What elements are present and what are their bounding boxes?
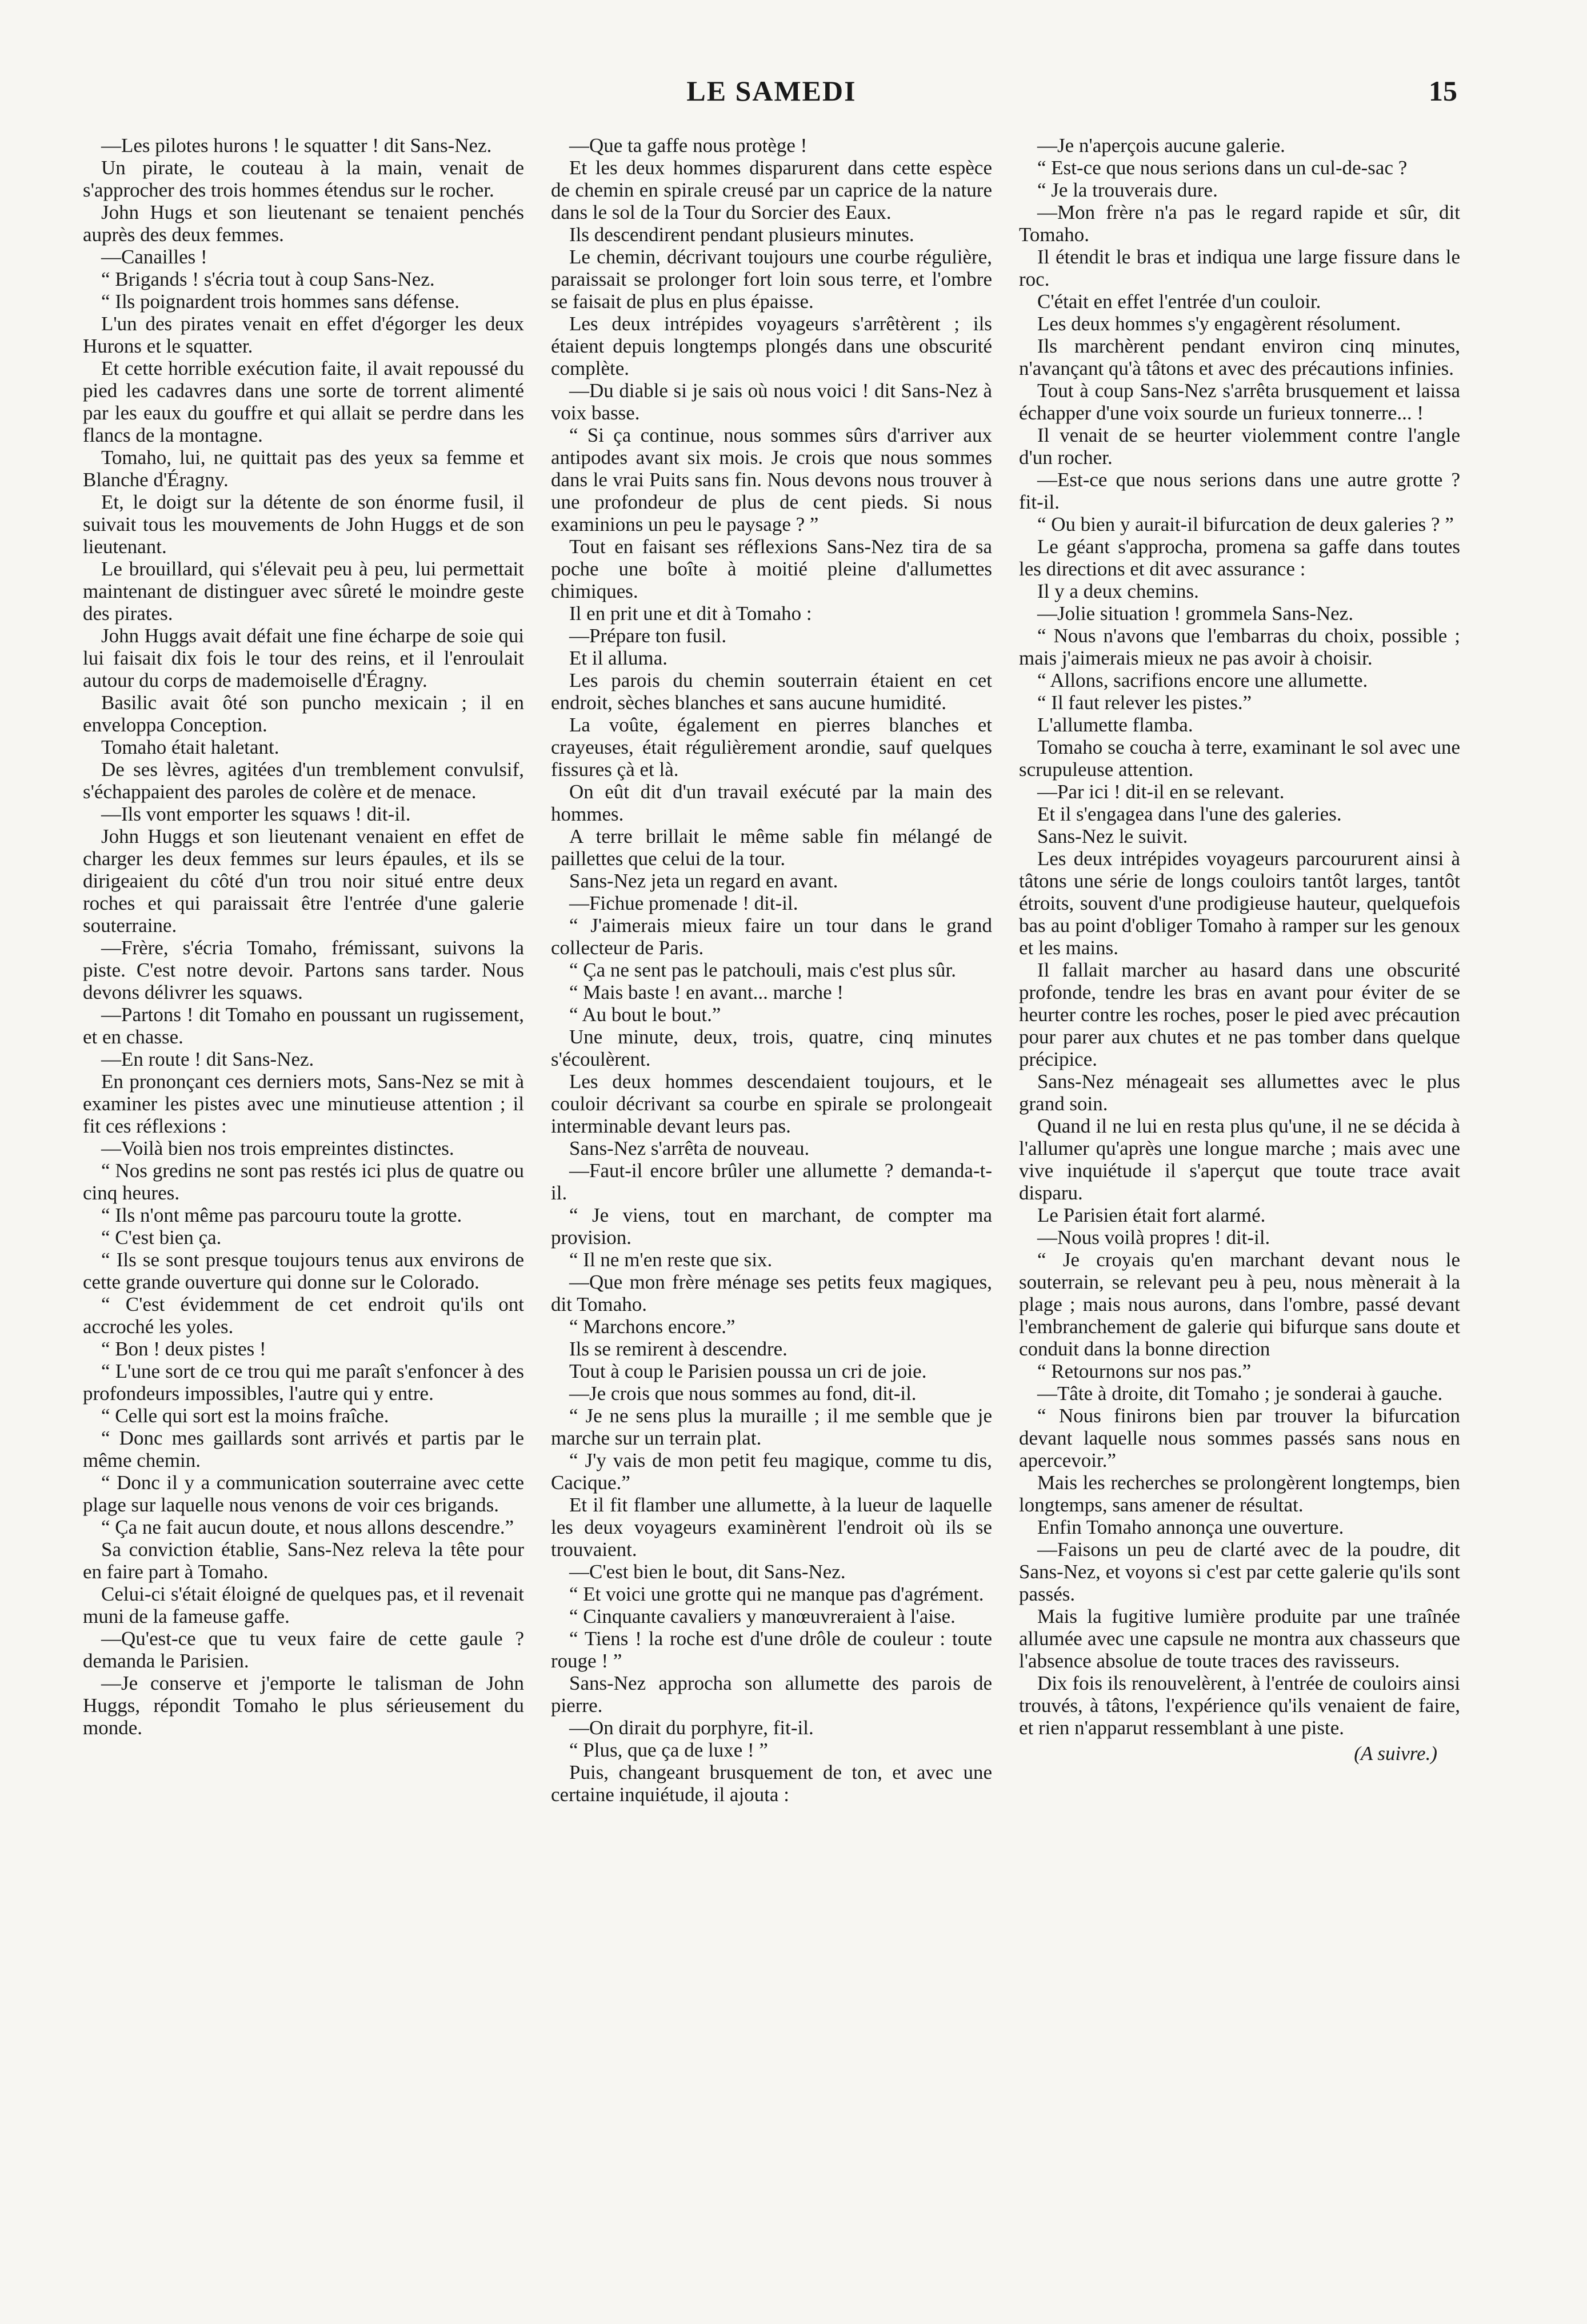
paragraph: “ Retournons sur nos pas.” (1037, 1360, 1252, 1382)
paragraph: Tout à coup le Parisien poussa un cri de joie. (569, 1360, 927, 1382)
paragraph: —Du diable si je sais où nous voici ! dit Sans-Nez à voix basse. (551, 379, 992, 424)
paragraph: Sans-Nez le suivit. (1037, 825, 1188, 847)
column-1 (83, 134, 524, 2294)
paragraph: Le Parisien était fort alarmé. (1037, 1204, 1266, 1226)
paragraph: “ Bon ! deux pistes ! (101, 1338, 266, 1360)
paragraph: Tout à coup Sans-Nez s'arrêta brusquement et laissa échapper d'une voix sourde un furieux tonnerre... ! (1019, 379, 1460, 424)
paragraph: Quand il ne lui en resta plus qu'une, il ne se décida à l'allumer qu'après une longue marche ; mais avec une vive inquiétude il s'aperçut que toute trace avait disparu. (1019, 1115, 1460, 1204)
paragraph: “ Plus, que ça de luxe ! ” (569, 1739, 768, 1761)
paragraph: “ J'y vais de mon petit feu magique, comme tu dis, Cacique.” (551, 1449, 992, 1494)
paragraph: Il en prit une et dit à Tomaho : (569, 602, 812, 625)
paragraph: Et il fit flamber une allumette, à la lueur de laquelle les deux voyageurs examinèrent l'endroit où ils se trouvaient. (551, 1494, 992, 1561)
paragraph: En prononçant ces derniers mots, Sans-Nez se mit à examiner les pistes avec une minutieuse attention ; il fit ces réflexions : (83, 1070, 524, 1137)
paragraph: —Que ta gaffe nous protège ! (569, 134, 808, 157)
paragraph: L'allumette flamba. (1037, 714, 1193, 736)
paragraph: —Fichue promenade ! dit-il. (569, 892, 798, 914)
paragraph: Tout en faisant ses réflexions Sans-Nez tira de sa poche une boîte à moitié pleine d'allumettes chimiques. (551, 535, 992, 602)
paragraph: —Partons ! dit Tomaho en poussant un rugissement, et en chasse. (83, 1003, 524, 1048)
paragraph: “ Nos gredins ne sont pas restés ici plus de quatre ou cinq heures. (83, 1159, 524, 1204)
paragraph: A terre brillait le même sable fin mélangé de paillettes que celui de la tour. (551, 825, 992, 870)
paragraph: John Hugs et son lieutenant se tenaient penchés auprès des deux femmes. (83, 201, 524, 246)
paragraph: L'un des pirates venait en effet d'égorger les deux Hurons et le squatter. (83, 313, 524, 357)
paragraph: Le chemin, décrivant toujours une courbe régulière, paraissait se prolonger fort loin sous terre, et l'ombre se faisait de plus en plus épaisse. (551, 246, 992, 313)
paragraph: “ Ils n'ont même pas parcouru toute la grotte. (101, 1204, 462, 1226)
paragraph: “ Ou bien y aurait-il bifurcation de deux galeries ? ” (1037, 513, 1454, 535)
paragraph: “ Ça ne fait aucun doute, et nous allons descendre.” (101, 1516, 514, 1538)
paragraph: Mais les recherches se prolongèrent longtemps, bien longtemps, sans amener de résultat. (1019, 1471, 1460, 1516)
paragraph: Et cette horrible exécution faite, il avait repoussé du pied les cadavres dans une sorte de torrent alimenté par les eaux du gouffre et qui allait se perdre dans les flancs de la montagne. (83, 357, 524, 446)
paragraph: “ Je croyais qu'en marchant devant nous le souterrain, se relevant peu à peu, nous mènerait à la plage ; mais nous aurons, dans l'ombre, passé devant l'embranchement de galerie qui bifurque sans doute et conduit dans la bonne direction (1019, 1249, 1460, 1360)
paragraph: “ Marchons encore.” (569, 1315, 735, 1338)
paragraph: “ Il ne m'en reste que six. (569, 1249, 773, 1271)
paragraph: Les deux hommes descendaient toujours, et le couloir décrivant sa courbe en spirale se prolongeait interminable devant leurs pas. (551, 1070, 992, 1137)
paragraph: Il fallait marcher au hasard dans une obscurité profonde, tendre les bras en avant pour éviter de se heurter contre les roches, poser le pied avec précaution pour parer aux chutes et ne pas tomber dans quelque précipice. (1019, 959, 1460, 1070)
paragraph: Tomaho était haletant. (101, 736, 279, 758)
paragraph: —Faisons un peu de clarté avec de la poudre, dit Sans-Nez, et voyons si c'est par cette galerie qu'ils sont passés. (1019, 1538, 1460, 1605)
paragraph: Tomaho se coucha à terre, examinant le sol avec une scrupuleuse attention. (1019, 736, 1460, 781)
paragraph: —Est-ce que nous serions dans une autre grotte ? fit-il. (1019, 469, 1460, 513)
paragraph: “ L'une sort de ce trou qui me paraît s'enfoncer à des profondeurs impossibles, l'autre qui y entre. (83, 1360, 524, 1405)
paragraph: Les deux hommes s'y engagèrent résolument. (1037, 313, 1401, 335)
to-be-continued: (A suivre.) (1354, 1742, 1437, 1765)
paragraph: Il venait de se heurter violemment contre l'angle d'un rocher. (1019, 424, 1460, 469)
paragraph: Un pirate, le couteau à la main, venait de s'approcher des trois hommes étendus sur le rocher. (83, 157, 524, 201)
paragraph: “ Mais baste ! en avant... marche ! (569, 981, 844, 1003)
paragraph: On eût dit d'un travail exécuté par la main des hommes. (551, 781, 992, 825)
paragraph: “ Nous finirons bien par trouver la bifurcation devant laquelle nous sommes passés sans nous en apercevoir.” (1019, 1405, 1460, 1471)
paragraph: “ J'aimerais mieux faire un tour dans le grand collecteur de Paris. (551, 914, 992, 959)
paragraph: —En route ! dit Sans-Nez. (101, 1048, 314, 1070)
paragraph: C'était en effet l'entrée d'un couloir. (1037, 290, 1321, 313)
paragraph: Une minute, deux, trois, quatre, cinq minutes s'écoulèrent. (551, 1026, 992, 1070)
paragraph: Puis, changeant brusquement de ton, et avec une certaine inquiétude, il ajouta : (551, 1761, 992, 1806)
paragraph: “ Donc mes gaillards sont arrivés et partis par le même chemin. (83, 1427, 524, 1471)
paragraph: “ C'est bien ça. (101, 1226, 222, 1249)
paragraph: “ Il faut relever les pistes.” (1037, 691, 1252, 714)
paragraph: Les deux intrépides voyageurs s'arrêtèrent ; ils étaient depuis longtemps plongés dans une obscurité complète. (551, 313, 992, 379)
paragraph: “ Est-ce que nous serions dans un cul-de-sac ? (1037, 157, 1408, 179)
paragraph: “ Ça ne sent pas le patchouli, mais c'est plus sûr. (569, 959, 956, 981)
paragraph: —C'est bien le bout, dit Sans-Nez. (569, 1561, 846, 1583)
article-columns (83, 134, 1460, 2294)
paragraph: “ Je viens, tout en marchant, de compter ma provision. (551, 1204, 992, 1249)
paragraph: “ Si ça continue, nous sommes sûrs d'arriver aux antipodes avant six mois. Je crois que nous sommes dans le vrai Puits sans fin. Nous devons nous trouver à une profondeur de plus de cent pieds. Si nous examinions un peu le paysage ? ” (551, 424, 992, 535)
paragraph: Sans-Nez jeta un regard en avant. (569, 870, 838, 892)
paragraph: —Voilà bien nos trois empreintes distinctes. (101, 1137, 454, 1159)
column-2 (551, 134, 992, 2294)
paragraph: —Ils vont emporter les squaws ! dit-il. (101, 803, 411, 825)
paragraph: “ Au bout le bout.” (569, 1003, 721, 1026)
column-3 (1019, 134, 1460, 2294)
paragraph: Et il alluma. (569, 647, 668, 669)
paragraph: Mais la fugitive lumière produite par une traînée allumée avec une capsule ne montra aux chasseurs que l'absence absolue de toute traces des ravisseurs. (1019, 1605, 1460, 1672)
paragraph: La voûte, également en pierres blanches et crayeuses, était régulièrement arondie, sauf quelques fissures çà et là. (551, 714, 992, 781)
page-header (86, 74, 1457, 109)
paragraph: Sans-Nez ménageait ses allumettes avec le plus grand soin. (1019, 1070, 1460, 1115)
paragraph: Ils descendirent pendant plusieurs minutes. (569, 223, 914, 246)
paragraph: Dix fois ils renouvelèrent, à l'entrée de couloirs ainsi trouvés, à tâtons, l'expérience qu'ils venaient de faire, et rien n'apparut ressemblant à une piste. (1019, 1672, 1460, 1739)
paragraph: —Frère, s'écria Tomaho, frémissant, suivons la piste. C'est notre devoir. Partons sans tarder. Nous devons délivrer les squaws. (83, 937, 524, 1003)
paragraph: —Que mon frère ménage ses petits feux magiques, dit Tomaho. (551, 1271, 992, 1315)
paragraph: Basilic avait ôté son puncho mexicain ; il en enveloppa Conception. (83, 691, 524, 736)
paragraph: —Je n'aperçois aucune galerie. (1037, 134, 1285, 157)
paragraph: “ Celle qui sort est la moins fraîche. (101, 1405, 389, 1427)
paragraph: —Par ici ! dit-il en se relevant. (1037, 781, 1285, 803)
paragraph: Le géant s'approcha, promena sa gaffe dans toutes les directions et dit avec assurance : (1019, 535, 1460, 580)
paragraph: “ Je ne sens plus la muraille ; il me semble que je marche sur un terrain plat. (551, 1405, 992, 1449)
paragraph: —Tâte à droite, dit Tomaho ; je sonderai à gauche. (1037, 1382, 1443, 1405)
paragraph: —Canailles ! (101, 246, 207, 268)
paragraph: “ C'est évidemment de cet endroit qu'ils ont accroché les yoles. (83, 1293, 524, 1338)
paragraph: Il étendit le bras et indiqua une large fissure dans le roc. (1019, 246, 1460, 290)
paragraph: Les parois du chemin souterrain étaient en cet endroit, sèches blanches et sans aucune humidité. (551, 669, 992, 714)
paragraph: “ Ils se sont presque toujours tenus aux environs de cette grande ouverture qui donne sur le Colorado. (83, 1249, 524, 1293)
paragraph: Tomaho, lui, ne quittait pas des yeux sa femme et Blanche d'Éragny. (83, 446, 524, 491)
paragraph: —Mon frère n'a pas le regard rapide et sûr, dit Tomaho. (1019, 201, 1460, 246)
paragraph: “ Nous n'avons que l'embarras du choix, possible ; mais j'aimerais mieux ne pas avoir à choisir. (1019, 625, 1460, 669)
paragraph: —Qu'est-ce que tu veux faire de cette gaule ? demanda le Parisien. (83, 1627, 524, 1672)
paragraph: John Huggs avait défait une fine écharpe de soie qui lui faisait dix fois le tour des reins, et il l'enroulait autour du corps de mademoiselle d'Éragny. (83, 625, 524, 691)
paragraph: Celui-ci s'était éloigné de quelques pas, et il revenait muni de la fameuse gaffe. (83, 1583, 524, 1627)
paragraph: De ses lèvres, agitées d'un tremblement convulsif, s'échappaient des paroles de colère et de menace. (83, 758, 524, 803)
paragraph: Ils se remirent à descendre. (569, 1338, 787, 1360)
paragraph: Le brouillard, qui s'élevait peu à peu, lui permettait maintenant de distinguer avec sûreté le moindre geste des pirates. (83, 558, 524, 625)
paragraph: Sans-Nez s'arrêta de nouveau. (569, 1137, 810, 1159)
paragraph: “ Ils poignardent trois hommes sans défense. (101, 290, 459, 313)
page-number: 15 (1429, 75, 1457, 107)
paragraph: “ Et voici une grotte qui ne manque pas d'agrément. (569, 1583, 984, 1605)
paragraph: Enfin Tomaho annonça une ouverture. (1037, 1516, 1344, 1538)
paragraph: Sa conviction établie, Sans-Nez releva la tête pour en faire part à Tomaho. (83, 1538, 524, 1583)
paragraph: —Faut-il encore brûler une allumette ? demanda-t-il. (551, 1159, 992, 1204)
paragraph: “ Brigands ! s'écria tout à coup Sans-Nez. (101, 268, 435, 290)
paragraph: —Je conserve et j'emporte le talisman de John Huggs, répondit Tomaho le plus sérieusement du monde. (83, 1672, 524, 1739)
paragraph: “ Je la trouverais dure. (1037, 179, 1218, 201)
paragraph: Et les deux hommes disparurent dans cette espèce de chemin en spirale creusé par un caprice de la nature dans le sol de la Tour du Sorcier des Eaux. (551, 157, 992, 223)
paragraph: “ Tiens ! la roche est d'une drôle de couleur : toute rouge ! ” (551, 1627, 992, 1672)
paragraph: “ Donc il y a communication souterraine avec cette plage sur laquelle nous venons de voir ces brigands. (83, 1471, 524, 1516)
paragraph: —Jolie situation ! grommela Sans-Nez. (1037, 602, 1354, 625)
paragraph: “ Allons, sacrifions encore une allumette. (1037, 669, 1368, 691)
paragraph: —Nous voilà propres ! dit-il. (1037, 1226, 1270, 1249)
paragraph: —Je crois que nous sommes au fond, dit-il. (569, 1382, 917, 1405)
paragraph: John Huggs et son lieutenant venaient en effet de charger les deux femmes sur leurs épaules, et ils se dirigeaient du côté d'un trou noir situé entre deux roches et qui paraissait être l'entrée d'une galerie souterraine. (83, 825, 524, 937)
paragraph: “ Cinquante cavaliers y manœuvreraient à l'aise. (569, 1605, 956, 1627)
newspaper-title: LE SAMEDI (686, 75, 857, 107)
paragraph: Sans-Nez approcha son allumette des parois de pierre. (551, 1672, 992, 1717)
paragraph: Et, le doigt sur la détente de son énorme fusil, il suivait tous les mouvements de John Huggs et de son lieutenant. (83, 491, 524, 558)
paragraph: Ils marchèrent pendant environ cinq minutes, n'avançant qu'à tâtons et avec des précautions infinies. (1019, 335, 1460, 379)
paragraph: Les deux intrépides voyageurs parcoururent ainsi à tâtons une série de longs couloirs tantôt larges, tantôt étroits, souvent d'une prodigieuse hauteur, quelquefois bas au point d'obliger Tomaho à ramper sur les genoux et les mains. (1019, 847, 1460, 959)
paragraph: Il y a deux chemins. (1037, 580, 1199, 602)
paragraph: —Prépare ton fusil. (569, 625, 727, 647)
paragraph: —Les pilotes hurons ! le squatter ! dit Sans-Nez. (101, 134, 492, 157)
paragraph: —On dirait du porphyre, fit-il. (569, 1717, 814, 1739)
paragraph: Et il s'engagea dans l'une des galeries. (1037, 803, 1342, 825)
